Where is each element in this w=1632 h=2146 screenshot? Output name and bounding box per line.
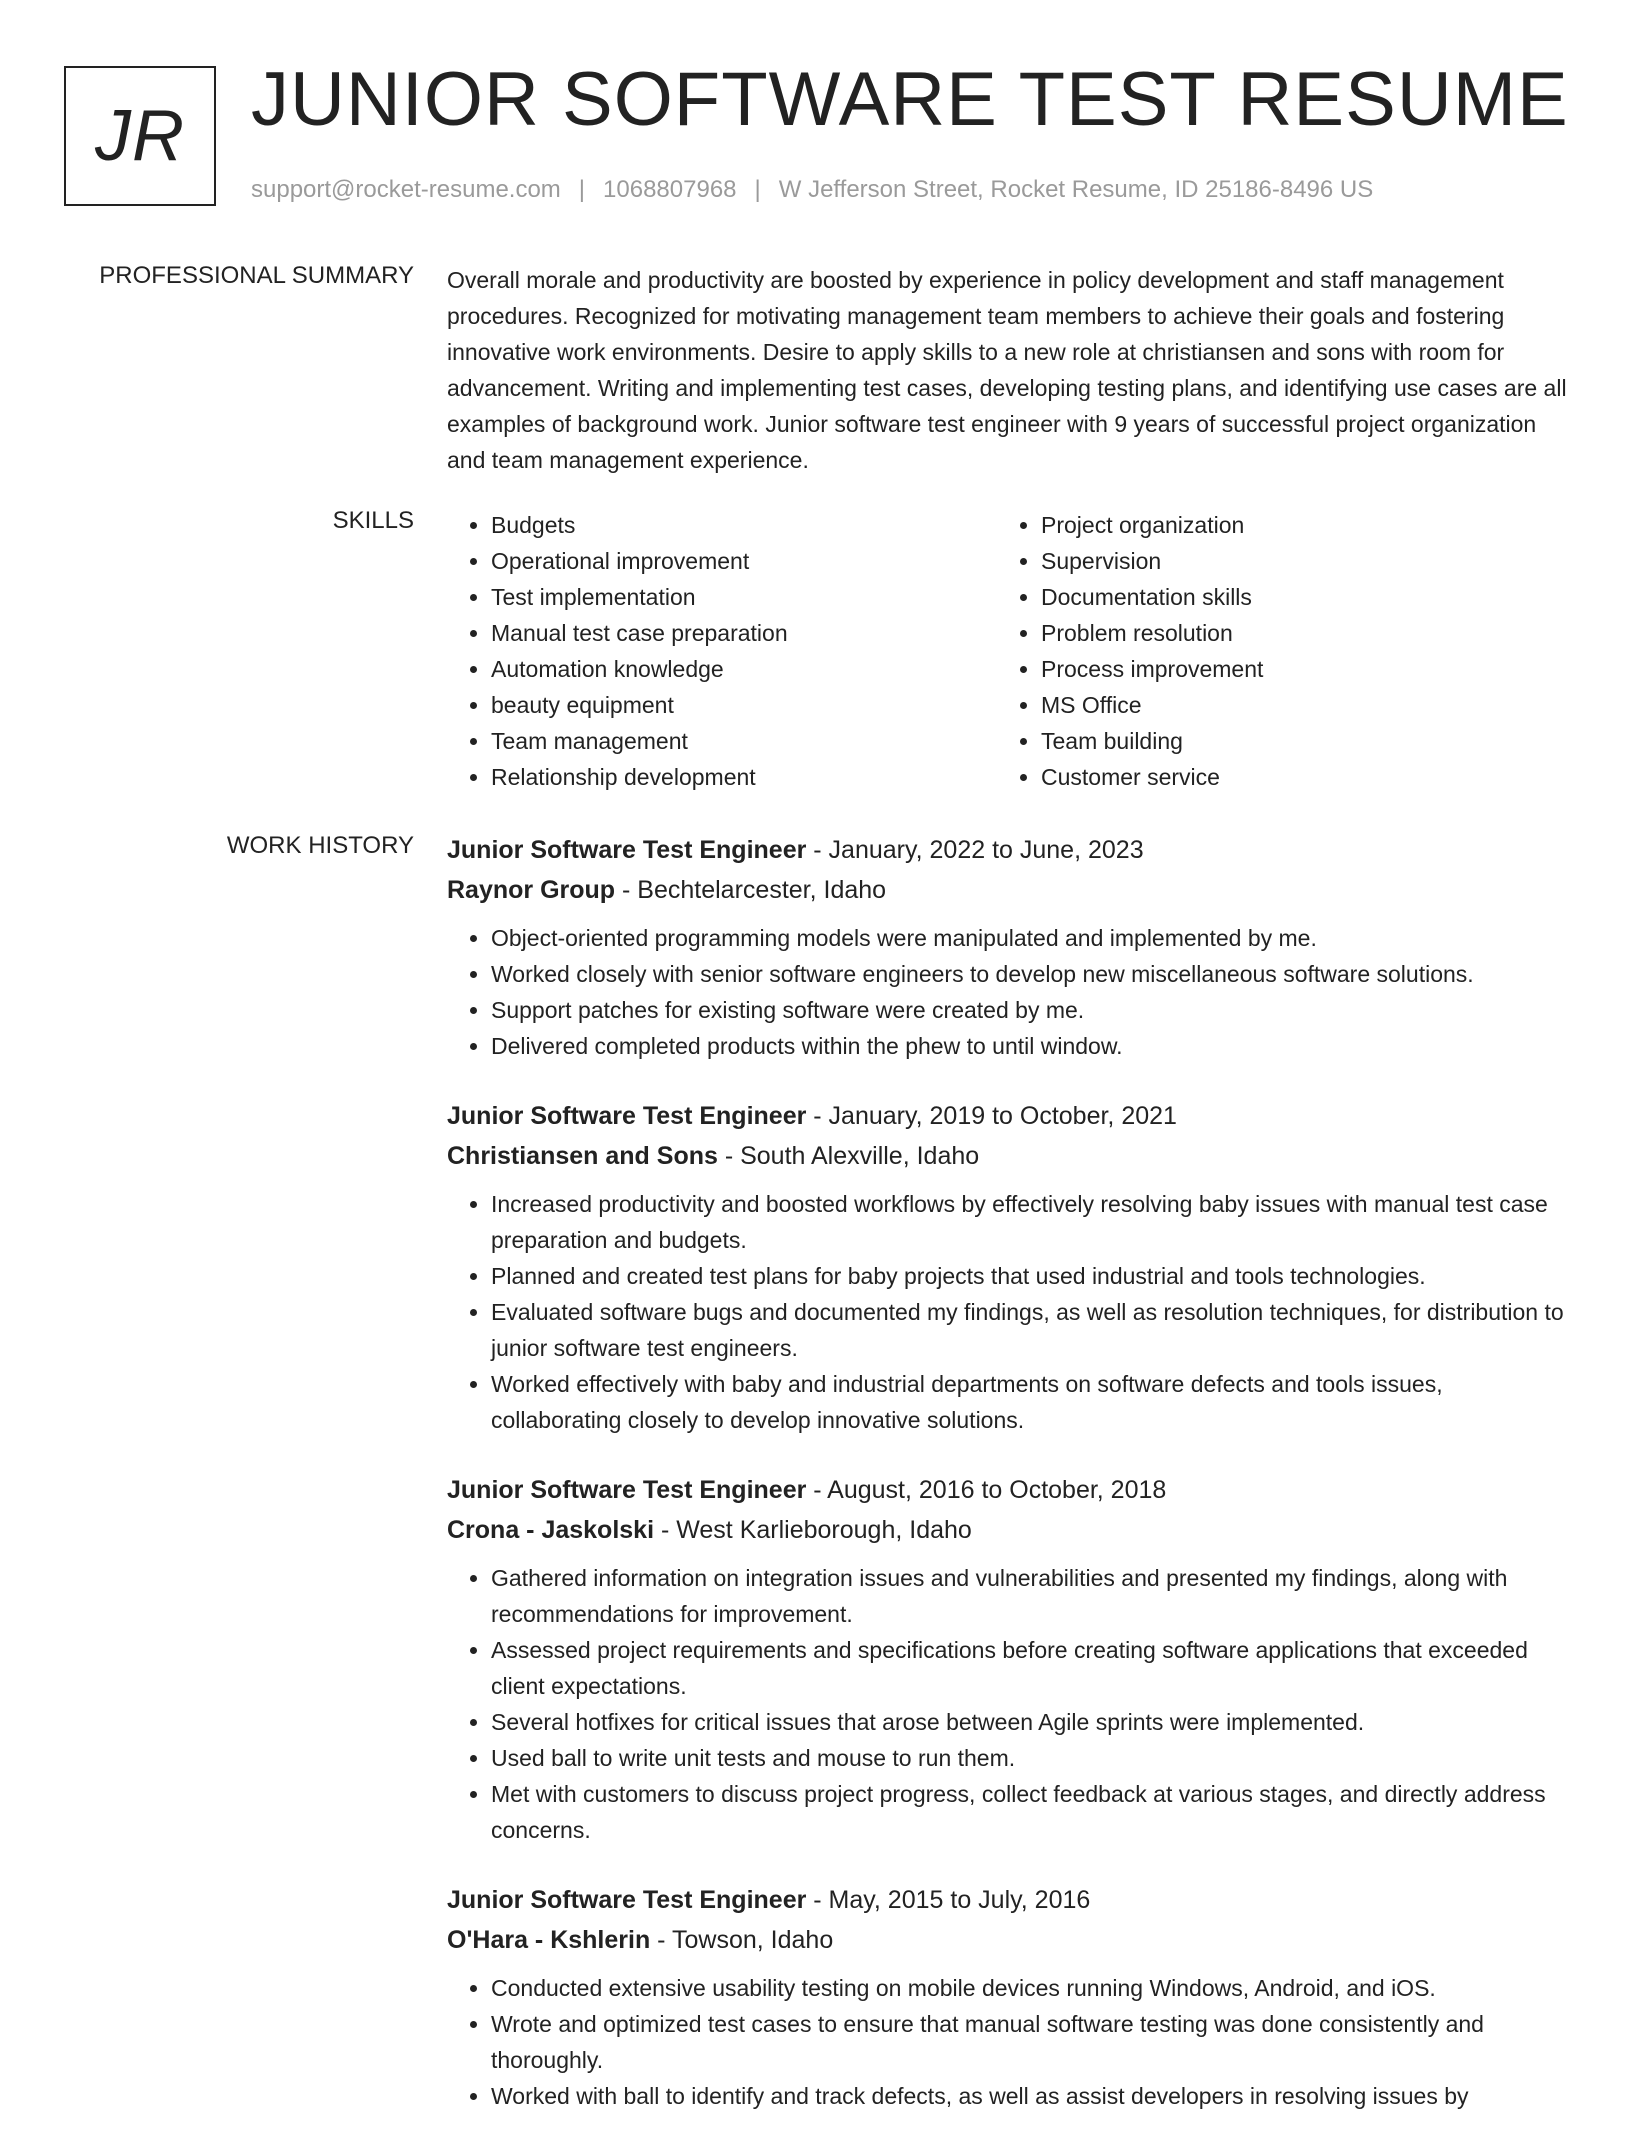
job-company: Raynor Group	[447, 876, 616, 904]
summary-text: Overall morale and productivity are boosted by experience in policy development and staff management procedures. Recognized for motivating management team members to achieve their goals and fostering innovative work environments. Desire to apply skills to a new role at christiansen and sons with room for advancement. Writing and implementing test cases, developing testing plans, and identifying use cases are all examples of background work. Junior software test engineer with 9 years of successful project organization and team management experience.	[447, 267, 1567, 473]
contact-separator: |	[578, 176, 586, 203]
job-bullets	[447, 1560, 1567, 1848]
skill-item: • Customer service	[1041, 759, 1557, 795]
job-company: O'Hara - Kshlerin	[447, 1926, 651, 1954]
job-role: Junior Software Test Engineer	[447, 836, 807, 864]
job-role: Junior Software Test Engineer	[447, 1886, 807, 1914]
skill-item: • Documentation skills	[1041, 579, 1557, 615]
skill-item: • Operational improvement	[491, 543, 997, 579]
skills-list-left	[447, 507, 997, 795]
job-dates: - January, 2022 to June, 2023	[806, 836, 1144, 864]
job-company: Christiansen and Sons	[447, 1142, 718, 1170]
job-bullet: • Delivered completed products within the phew to until window.	[491, 1028, 1567, 1064]
job-role-line	[447, 830, 1567, 870]
skill-item: • Manual test case preparation	[491, 615, 997, 651]
skills-list-right	[997, 507, 1557, 795]
job-bullet: • Support patches for existing software were created by me.	[491, 992, 1567, 1028]
skill-item: • Test implementation	[491, 579, 997, 615]
contact-line	[251, 176, 1373, 204]
job-bullet: • Assessed project requirements and specifications before creating software applications that exceeded client expectations.	[491, 1632, 1567, 1704]
job-dates: - August, 2016 to October, 2018	[806, 1476, 1167, 1504]
job-bullet: • Used ball to write unit tests and mouse to run them.	[491, 1740, 1567, 1776]
work-history-body	[447, 830, 1567, 2146]
skill-item: • Team building	[1041, 723, 1557, 759]
contact-separator: |	[754, 176, 761, 203]
job-bullet: • Worked with ball to identify and track defects, as well as assist developers in resolving issues by	[491, 2078, 1567, 2114]
summary-heading: PROFESSIONAL SUMMARY	[99, 262, 414, 289]
job-bullets	[447, 1186, 1567, 1438]
job-role: Junior Software Test Engineer	[447, 1102, 807, 1130]
skill-item: • Process improvement	[1041, 651, 1557, 687]
skills-heading: SKILLS	[332, 507, 414, 534]
job-bullet: • Met with customers to discuss project progress, collect feedback at various stages, and directly address concerns.	[491, 1776, 1567, 1848]
job-location: - West Karlieborough, Idaho	[654, 1516, 972, 1544]
skill-item: • Problem resolution	[1041, 615, 1557, 651]
job-company: Crona - Jaskolski	[447, 1516, 655, 1544]
job-location: - Towson, Idaho	[650, 1926, 834, 1954]
job-bullet: • Worked effectively with baby and industrial departments on software defects and tools issues, collaborating closely to develop innovative solutions.	[491, 1366, 1567, 1438]
job-bullet: • Wrote and optimized test cases to ensure that manual software testing was done consistently and thoroughly.	[491, 2006, 1567, 2078]
skill-item: • Supervision	[1041, 543, 1557, 579]
job-bullet: • Object-oriented programming models were manipulated and implemented by me.	[491, 920, 1567, 956]
work-history-heading: WORK HISTORY	[226, 832, 414, 859]
job-company-line	[447, 1920, 1567, 1960]
job-role-line	[447, 1096, 1567, 1136]
job-dates: - May, 2015 to July, 2016	[806, 1886, 1091, 1914]
job-entry	[447, 1880, 1567, 2114]
contact-phone: 1068807968	[603, 176, 737, 203]
job-role: Junior Software Test Engineer	[447, 1476, 807, 1504]
contact-address: W Jefferson Street, Rocket Resume, ID 25186-8496 US	[778, 176, 1374, 203]
job-bullet: • Several hotfixes for critical issues that arose between Agile sprints were implemented.	[491, 1704, 1567, 1740]
job-bullet: • Conducted extensive usability testing on mobile devices running Windows, Android, and iOS.	[491, 1970, 1567, 2006]
job-bullet: • Increased productivity and boosted workflows by effectively resolving baby issues with manual test case preparation and budgets.	[491, 1186, 1567, 1258]
job-role-line	[447, 1470, 1567, 1510]
skill-item: • MS Office	[1041, 687, 1557, 723]
monogram-initials: JR	[95, 96, 185, 176]
skills-body	[447, 507, 1567, 795]
job-bullets	[447, 920, 1567, 1064]
job-entry	[447, 1470, 1567, 1848]
job-entry	[447, 1096, 1567, 1438]
summary-body	[447, 262, 1567, 478]
skill-item: • beauty equipment	[491, 687, 997, 723]
monogram-badge	[64, 66, 216, 206]
job-bullet: • Worked closely with senior software engineers to develop new miscellaneous software solutions.	[491, 956, 1567, 992]
job-entry	[447, 830, 1567, 1064]
job-bullet: • Evaluated software bugs and documented my findings, as well as resolution techniques, for distribution to junior software test engineers.	[491, 1294, 1567, 1366]
job-bullets	[447, 1970, 1567, 2114]
job-company-line	[447, 1510, 1567, 1550]
job-company-line	[447, 1136, 1567, 1176]
job-bullet: • Planned and created test plans for baby projects that used industrial and tools technologies.	[491, 1258, 1567, 1294]
job-dates: - January, 2019 to October, 2021	[806, 1102, 1177, 1130]
skill-item: • Project organization	[1041, 507, 1557, 543]
job-bullet: • Gathered information on integration issues and vulnerabilities and presented my findings, along with recommendations for improvement.	[491, 1560, 1567, 1632]
job-location: - Bechtelarcester, Idaho	[615, 876, 887, 904]
skills-columns	[447, 507, 1567, 795]
contact-email: support@rocket-resume.com	[251, 176, 561, 203]
skill-item: • Relationship development	[491, 759, 997, 795]
job-company-line	[447, 870, 1567, 910]
job-role-line	[447, 1880, 1567, 1920]
job-location: - South Alexville, Idaho	[717, 1142, 980, 1170]
skill-item: • Budgets	[491, 507, 997, 543]
skill-item: • Team management	[491, 723, 997, 759]
skill-item: • Automation knowledge	[491, 651, 997, 687]
resume-title: JUNIOR SOFTWARE TEST RESUME	[251, 57, 1569, 142]
